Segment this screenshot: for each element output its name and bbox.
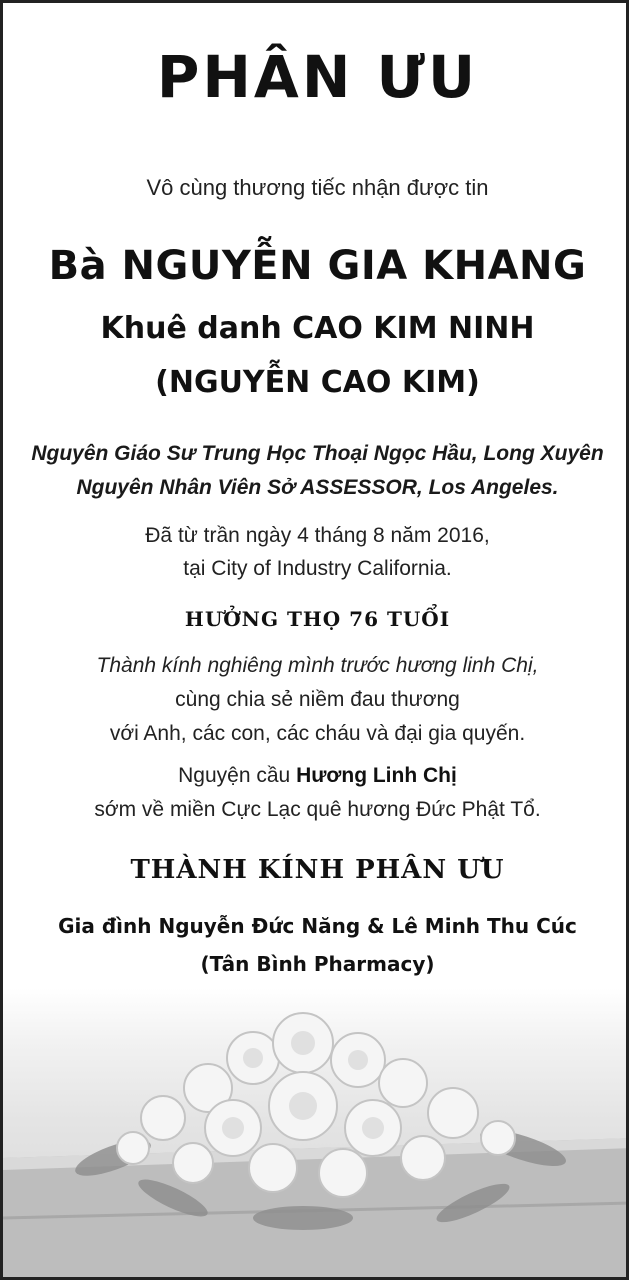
condolence-message [3, 649, 629, 751]
condolence-line: với Anh, các con, các cháu và đại gia quyến. [109, 722, 526, 745]
prayer-line [3, 759, 629, 793]
floral-casket-image [3, 988, 629, 1280]
prayer-emphasis: Hương Linh Chị [296, 764, 457, 787]
career-line: Nguyên Giáo Sư Trung Học Thoại Ngọc Hầu, Long Xuyên [31, 442, 604, 465]
prayer-message [3, 759, 629, 827]
age-text: HƯỞNG THỌ 76 TUỔI [184, 607, 451, 631]
condolence-line: cùng chia sẻ niềm đau thương [175, 688, 460, 711]
flower-arrangement-illustration [3, 988, 629, 1280]
notice-title: PHÂN ƯU [156, 43, 479, 111]
alias-name: (NGUYỄN CAO KIM) [155, 365, 480, 400]
condolence-line: Thành kính nghiêng mình trước hương linh Chị, [96, 654, 539, 677]
prayer-line: sớm về miền Cực Lạc quê hương Đức Phật Tổ. [94, 798, 541, 821]
career-info [3, 437, 629, 505]
intro-text: Vô cùng thương tiếc nhận được tin [146, 175, 489, 200]
maiden-name: Khuê danh CAO KIM NINH [100, 311, 535, 346]
passing-place-line: tại City of Industry California. [183, 557, 452, 580]
family-signature [3, 907, 629, 983]
family-business-line: (Tân Bình Pharmacy) [200, 952, 435, 976]
deceased-name: Bà NGUYỄN GIA KHANG [48, 243, 587, 289]
prayer-prefix: Nguyện cầu [178, 764, 297, 787]
passing-info [3, 519, 629, 585]
family-name-line: Gia đình Nguyễn Đức Năng & Lê Minh Thu Cúc [58, 914, 577, 938]
passing-date-line: Đã từ trần ngày 4 tháng 8 năm 2016, [145, 524, 490, 547]
closing-heading: THÀNH KÍNH PHÂN ƯU [130, 855, 505, 885]
career-line: Nguyên Nhân Viên Sở ASSESSOR, Los Angeles. [76, 476, 559, 499]
